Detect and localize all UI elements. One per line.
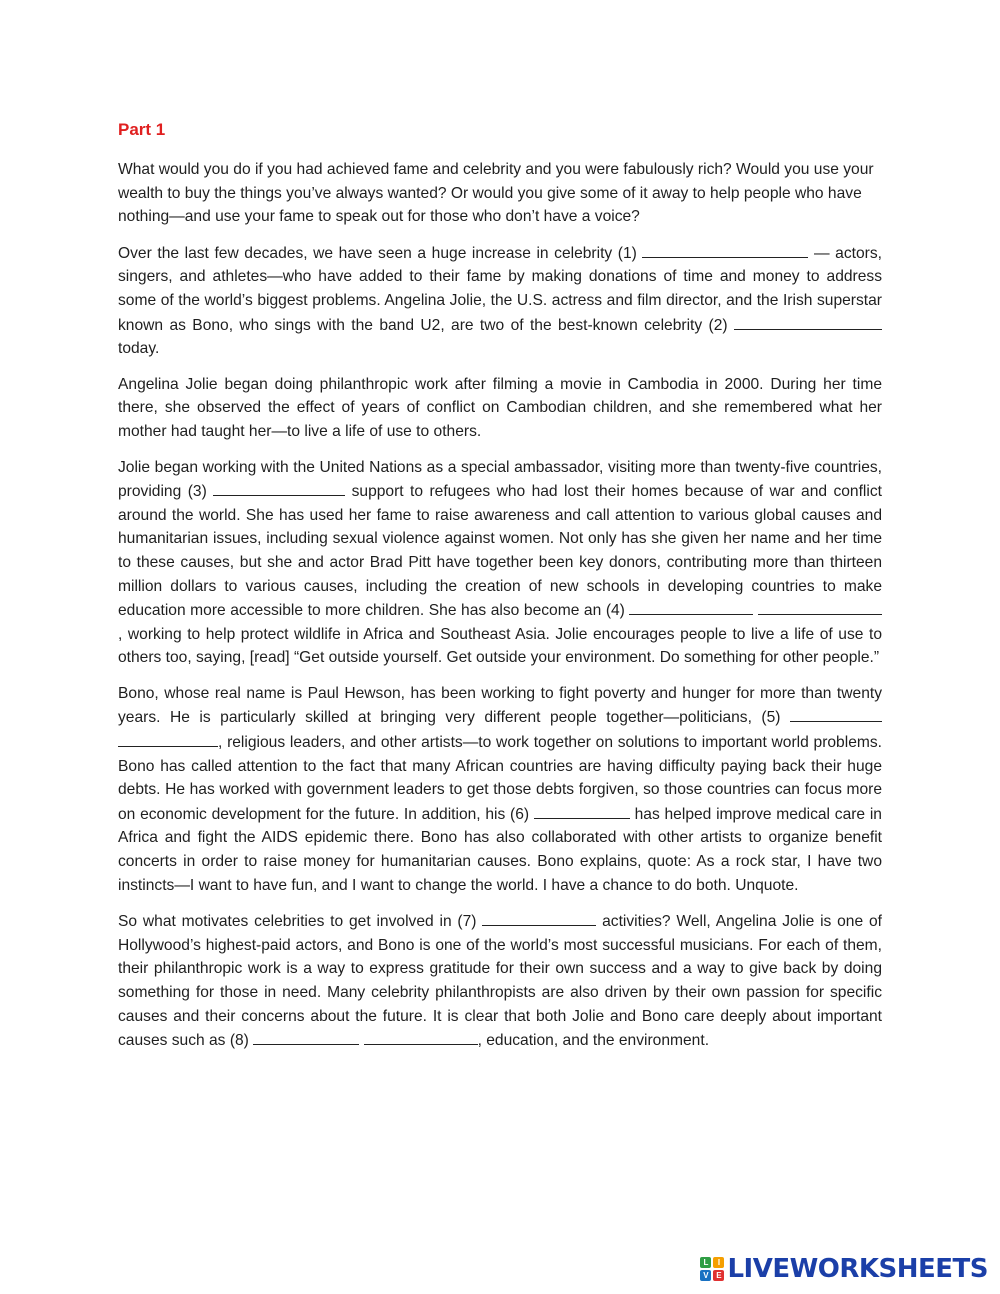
- paragraph-2-text-a: Over the last few decades, we have seen a huge increase in celebrity (1): [118, 244, 637, 262]
- logo-tile-l: L: [700, 1257, 711, 1268]
- paragraph-4-text-b: support to refugees who had lost their homes because of war and conflict around the world. She has used her fame to raise awareness and call attention to various global causes and humanitarian issues, including sexual violence against women. Not only has she given her name and her time to these causes, but she and actor Brad Pitt have together been key donors, contributing more than thirteen million dollars to various causes, including the creation of new schools in developing countries to make education more accessible to more children. She has also become an (4): [118, 483, 882, 620]
- logo-text: LIVEWORKSHEETS: [727, 1254, 988, 1284]
- paragraph-2-text-b: — actors, singers, and athletes—who have added to their fame by making donations of time and money to address some of the world’s biggest problems. Angelina Jolie, the U.S. actress and film director, and the Irish superstar known as Bono, who sings with the band U2, are two of the best-known celebrity (2): [118, 244, 882, 334]
- logo-tile-i: I: [713, 1257, 724, 1268]
- paragraph-4: [118, 456, 882, 670]
- paragraph-6-text-b: activities? Well, Angelina Jolie is one of Hollywood’s highest-paid actors, and Bono is one of the world’s most successful musicians. For each of them, their philanthropic work is a way to express gratitude for their own success and a way to give back by doing something for those in need. Many celebrity philanthropists are also driven by their own passion for specific causes and their concerns about the future. It is clear that both Jolie and Bono care deeply about important causes such as (8): [118, 913, 882, 1050]
- paragraph-6: [118, 909, 882, 1053]
- blank-8b-input[interactable]: [364, 1028, 478, 1045]
- paragraph-5-text-b: , religious leaders, and other artists—to work together on solutions to important world problems. Bono has called attention to the fact that many African countries are having difficulty paying back their huge debts. He has worked with government leaders to get those debts forgiven, so those countries can focus more on economic development for the future. In addition, his (6): [118, 734, 882, 823]
- blank-7-input[interactable]: [482, 909, 596, 926]
- logo-tile-v: V: [700, 1270, 711, 1281]
- blank-4a-input[interactable]: [629, 598, 753, 615]
- blank-4b-input[interactable]: [758, 598, 882, 615]
- blank-2-input[interactable]: [734, 313, 882, 330]
- paragraph-5: [118, 682, 882, 897]
- blank-3-input[interactable]: [213, 479, 345, 496]
- paragraph-2-text-c: today.: [118, 340, 160, 358]
- blank-1-input[interactable]: [642, 241, 808, 258]
- logo-tiles-icon: [700, 1257, 724, 1281]
- paragraph-3: [118, 373, 882, 444]
- paragraph-2: [118, 241, 882, 361]
- paragraph-1: [118, 158, 882, 229]
- paragraph-6-text-a: So what motivates celebrities to get involved in (7): [118, 913, 477, 931]
- paragraph-4-text-c: , working to help protect wildlife in Africa and Southeast Asia. Jolie encourages people to live a life of use to others too, saying, [read] “Get outside yourself. Get outside your environment. Do something for other people.”: [118, 625, 882, 667]
- paragraph-6-text-c: , education, and the environment.: [477, 1032, 710, 1050]
- paragraph-5-text-a: Bono, whose real name is Paul Hewson, has been working to fight poverty and hunger for more than twenty years. He is particularly skilled at bringing very different people together—politicians, (5): [118, 684, 882, 727]
- logo-tile-e: E: [713, 1270, 724, 1281]
- paragraph-1-text: What would you do if you had achieved fame and celebrity and you were fabulously rich? Would you use your wealth to buy the things you’ve always wanted? Or would you give some of it away to help people who have nothing—and use your fame to speak out for those who don’t have a voice?: [118, 161, 874, 226]
- paragraph-3-text: Angelina Jolie began doing philanthropic work after filming a movie in Cambodia in 2000. During her time there, she observed the effect of years of conflict on Cambodian children, and she remembered what her mother had taught her—to live a life of use to others.: [118, 375, 882, 440]
- part-title: Part 1: [118, 120, 166, 139]
- worksheet-page: [118, 118, 882, 1065]
- blank-5b-input[interactable]: [118, 730, 218, 747]
- paragraph-5-text-c: has helped improve medical care in Africa and fight the AIDS epidemic there. Bono has also collaborated with other artists to organize benefit concerts in order to raise money for humanitarian causes. Bono explains, quote: As a rock star, I have two instincts—I want to have fun, and I want to change the world. I have a chance to do both. Unquote.: [118, 805, 882, 894]
- blank-6-input[interactable]: [534, 802, 630, 819]
- paragraph-4-text-a: Jolie began working with the United Nations as a special ambassador, visiting more than twenty-five countries, providing (3): [118, 458, 882, 501]
- blank-5a-input[interactable]: [790, 705, 882, 722]
- blank-8a-input[interactable]: [253, 1028, 359, 1045]
- liveworksheets-logo: [700, 1254, 988, 1284]
